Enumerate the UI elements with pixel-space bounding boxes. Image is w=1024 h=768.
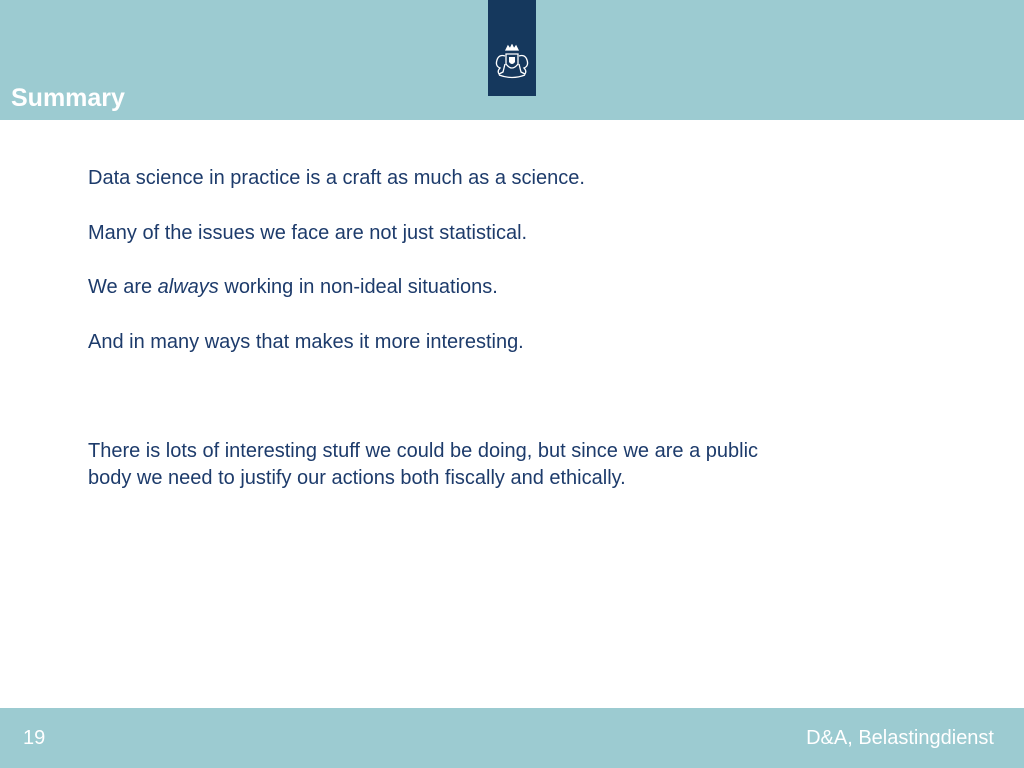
paragraph-always	[88, 274, 498, 301]
paragraph-always-after: working in non-ideal situations.	[218, 276, 498, 298]
page-number: 19	[23, 727, 46, 749]
footer-organization: D&A, Belastingdienst	[806, 727, 994, 749]
paragraph-statistical: Many of the issues we face are not just statistical.	[88, 222, 528, 244]
paragraph-public-body-line-1: There is lots of interesting stuff we could be doing, but since we are a public	[88, 440, 759, 462]
paragraph-public-body-line-2: body we need to justify our actions both fiscally and ethically.	[88, 467, 626, 489]
slide-header	[0, 0, 1024, 120]
emphasis-always: always	[157, 276, 219, 298]
slide-title: Summary	[11, 84, 125, 112]
slide-footer	[0, 708, 1024, 768]
paragraph-interesting: And in many ways that makes it more interesting.	[88, 331, 524, 353]
paragraph-craft: Data science in practice is a craft as much as a science.	[88, 167, 585, 189]
logo-ribbon	[488, 0, 536, 96]
dutch-royal-coat-of-arms-icon	[491, 44, 533, 88]
paragraph-always-before: We are	[88, 276, 158, 298]
